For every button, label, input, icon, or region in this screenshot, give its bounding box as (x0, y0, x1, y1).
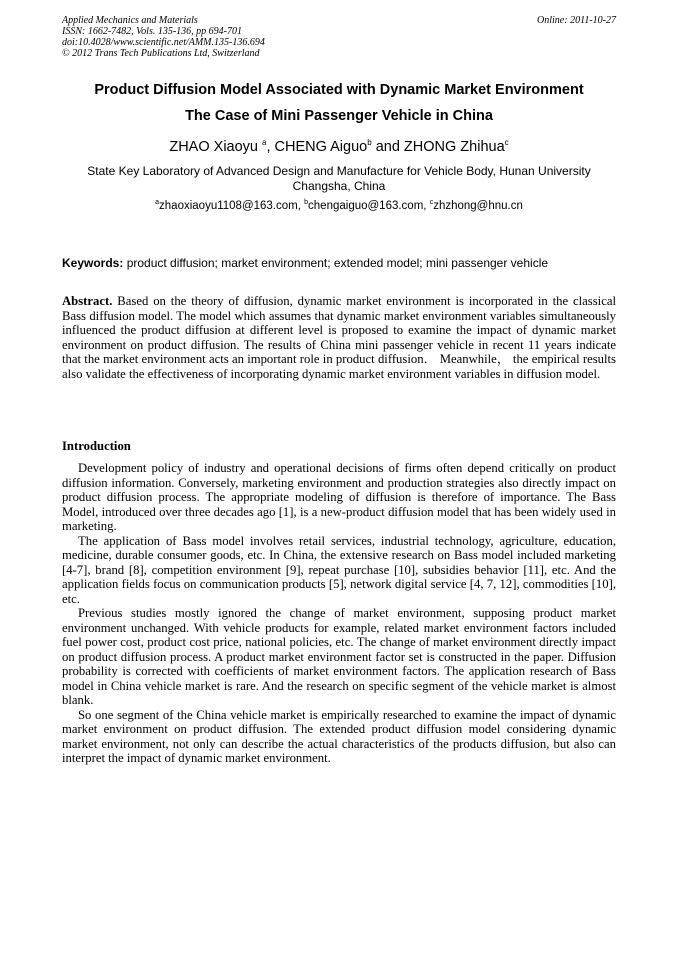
author-name: CHENG Aiguo (274, 139, 368, 155)
email-separator: , (423, 200, 430, 212)
online-date: Online: 2011-10-27 (537, 15, 616, 26)
email-mark: a (155, 199, 160, 206)
introduction-body (62, 461, 616, 766)
paragraph: Development policy of industry and operational decisions of firms often depend critically on product diffusion information. Conversely, marketing environment and production strategies also directly impact on product diffusion process. The appropriate modeling of diffusion is therefore of importance. The Bass Model, introduced over three decades ago [1], is a new-product diffusion model that has been widely used in marketing. (62, 461, 616, 533)
affiliation-line: State Key Laboratory of Advanced Design and Manufacture for Vehicle Body, Hunan University (87, 164, 591, 178)
paragraph: The application of Bass model involves retail services, industrial technology, agriculture, education, medicine, durable consumer goods, etc. In China, the extensive research on Bass model included marketing [4-7], brand [8], competition environment [9], repeat purchase [10], subsidies behavior [11], etc. And the application fields focus on communication products [5], network digital service [4, 7, 12], commodities [10], etc. (62, 533, 616, 606)
email-link[interactable]: chengaiguo@163.com (308, 200, 424, 212)
journal-issn: ISSN: 1662-7482, Vols. 135-136, pp 694-701 (62, 26, 242, 37)
journal-name: Applied Mechanics and Materials (62, 15, 198, 26)
keywords (62, 256, 616, 271)
journal-doi: doi:10.4028/www.scientific.net/AMM.135-136.694 (62, 37, 265, 48)
paragraph: Previous studies mostly ignored the change of market environment, supposing product market environment unchanged. With vehicle products for example, related market environment factors included fuel power cost, product cost price, national policies, etc. The change of market environment directly impact on product diffusion process. A product market environment factor set is constructed in the paper. Diffusion probability is corrected with coefficients of market environment factors. The application research of Bass model in China vehicle market is rare. And the research on specific segment of the vehicle market is almost blank. (62, 606, 616, 707)
email-link[interactable]: zhzhong@hnu.cn (433, 200, 523, 212)
author-separator: , (266, 139, 275, 155)
affiliation (62, 164, 616, 194)
keywords-text: product diffusion; market environment; extended model; mini passenger vehicle (123, 256, 549, 270)
author-affil-mark: b (367, 138, 372, 147)
paper-subtitle: The Case of Mini Passenger Vehicle in China (185, 108, 493, 124)
author-name: ZHONG Zhihua (403, 139, 505, 155)
section-heading: Introduction (62, 439, 131, 453)
email-mark: b (304, 199, 309, 206)
abstract (62, 294, 616, 381)
paragraph: So one segment of the China vehicle market is empirically researched to examine the impact of dynamic market environment on product diffusion. The extended product diffusion model considering dynamic market environment, not only can describe the actual characteristics of the products diffusion, but also can interpret the impact of dynamic market environment. (62, 707, 616, 765)
keywords-label: Keywords: (62, 256, 124, 270)
author-affil-mark: a (262, 138, 267, 147)
abstract-label: Abstract. (62, 294, 113, 308)
email-mark: c (429, 199, 434, 206)
abstract-text: Based on the theory of diffusion, dynamic market environment is incorporated in the classical Bass diffusion model. The model which assumes that dynamic market environment variables simultaneously influenced the product diffusion at different level is proposed to examine the impact of dynamic market environment on product diffusion. The results of China mini passenger vehicle in recent 11 years indicate that the market environment acts an important role in product diffusion． Meanwhile， the empirical results also validate the effectiveness of incorporating dynamic market environment variables in diffusion model. (62, 294, 616, 381)
journal-header (62, 15, 616, 59)
email-separator: , (297, 200, 305, 212)
author-separator: and (371, 139, 404, 155)
author-list (62, 138, 616, 156)
author-affil-mark: c (504, 138, 509, 147)
email-link[interactable]: zhaoxiaoyu1108@163.com (159, 200, 298, 212)
journal-copyright: © 2012 Trans Tech Publications Ltd, Switzerland (62, 48, 260, 59)
author-name: ZHAO Xiaoyu (169, 139, 263, 155)
email-list (62, 199, 616, 214)
affiliation-city: Changsha, China (292, 179, 386, 193)
paper-title: Product Diffusion Model Associated with Dynamic Market Environment (94, 82, 584, 98)
